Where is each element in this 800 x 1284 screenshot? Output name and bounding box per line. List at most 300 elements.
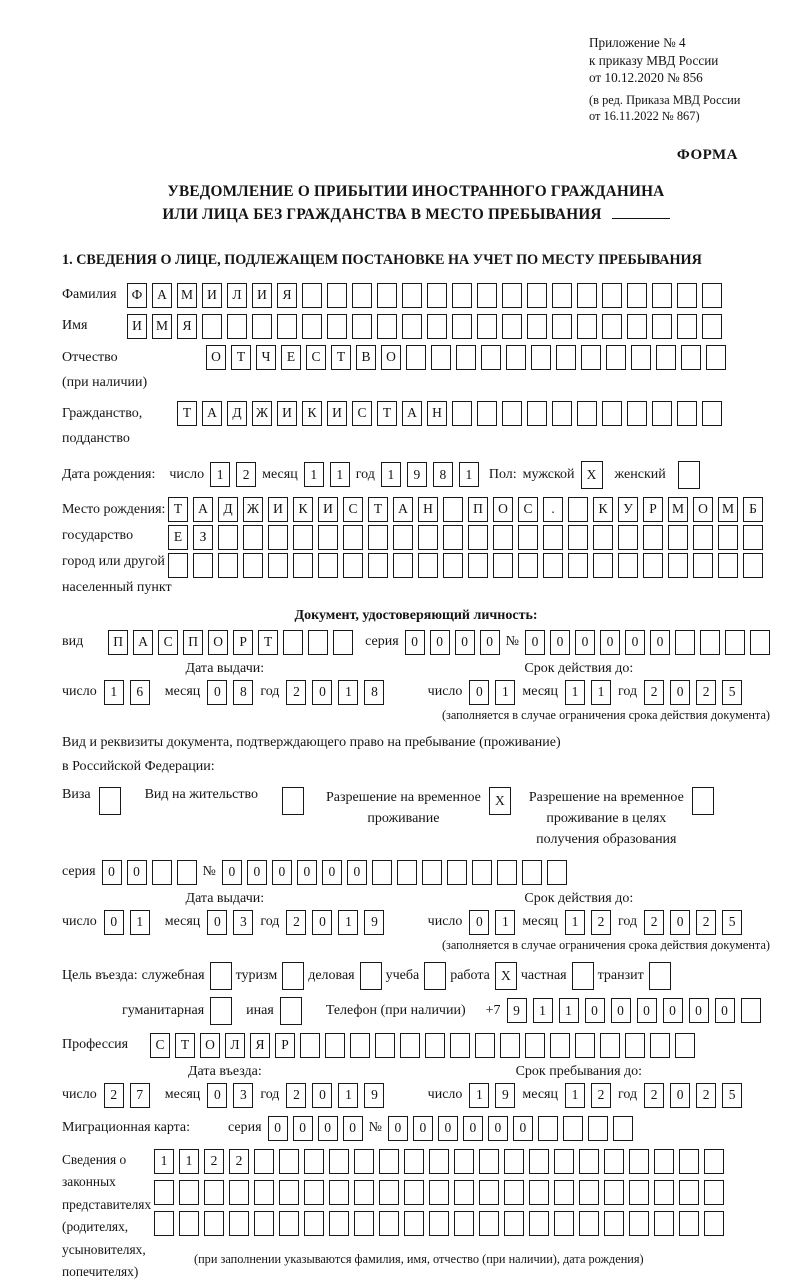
- temp-residence-edu-checkbox[interactable]: [692, 787, 714, 815]
- char-box[interactable]: 8: [233, 680, 253, 705]
- char-box[interactable]: [543, 525, 563, 550]
- residence-permit-checkbox[interactable]: [282, 787, 304, 815]
- char-box[interactable]: З: [193, 525, 213, 550]
- char-box[interactable]: [656, 345, 676, 370]
- char-box[interactable]: [704, 1211, 724, 1236]
- char-box[interactable]: 1: [330, 462, 350, 487]
- char-box[interactable]: А: [393, 497, 413, 522]
- char-box[interactable]: С: [158, 630, 178, 655]
- char-box[interactable]: [518, 525, 538, 550]
- char-box[interactable]: 0: [207, 1083, 227, 1108]
- char-box[interactable]: 1: [495, 910, 515, 935]
- char-box[interactable]: [404, 1149, 424, 1174]
- char-box[interactable]: В: [356, 345, 376, 370]
- char-box[interactable]: [652, 401, 672, 426]
- char-box[interactable]: 0: [247, 860, 267, 885]
- char-box[interactable]: [329, 1211, 349, 1236]
- char-box[interactable]: 9: [364, 910, 384, 935]
- char-box[interactable]: [604, 1180, 624, 1205]
- char-box[interactable]: [522, 860, 542, 885]
- char-box[interactable]: [354, 1180, 374, 1205]
- char-box[interactable]: [252, 314, 272, 339]
- char-box[interactable]: Ж: [252, 401, 272, 426]
- char-box[interactable]: Т: [258, 630, 278, 655]
- char-box[interactable]: [218, 553, 238, 578]
- char-box[interactable]: [304, 1211, 324, 1236]
- char-box[interactable]: 2: [204, 1149, 224, 1174]
- char-box[interactable]: Ф: [127, 283, 147, 308]
- char-box[interactable]: 2: [104, 1083, 124, 1108]
- char-box[interactable]: [552, 283, 572, 308]
- char-box[interactable]: 0: [318, 1116, 338, 1141]
- char-box[interactable]: [202, 314, 222, 339]
- char-box[interactable]: Т: [377, 401, 397, 426]
- char-box[interactable]: [577, 314, 597, 339]
- char-box[interactable]: [329, 1149, 349, 1174]
- char-box[interactable]: [243, 525, 263, 550]
- char-box[interactable]: И: [268, 497, 288, 522]
- char-box[interactable]: [477, 314, 497, 339]
- char-box[interactable]: [368, 525, 388, 550]
- char-box[interactable]: [404, 1180, 424, 1205]
- char-box[interactable]: [293, 553, 313, 578]
- char-box[interactable]: [427, 283, 447, 308]
- char-box[interactable]: [743, 553, 763, 578]
- char-box[interactable]: [302, 314, 322, 339]
- char-box[interactable]: [300, 1033, 320, 1058]
- char-box[interactable]: 0: [670, 1083, 690, 1108]
- char-box[interactable]: 0: [715, 998, 735, 1023]
- char-box[interactable]: 1: [565, 910, 585, 935]
- char-box[interactable]: [679, 1149, 699, 1174]
- char-box[interactable]: 0: [413, 1116, 433, 1141]
- char-box[interactable]: 2: [696, 680, 716, 705]
- char-box[interactable]: [443, 497, 463, 522]
- char-box[interactable]: [654, 1211, 674, 1236]
- char-box[interactable]: А: [133, 630, 153, 655]
- char-box[interactable]: [677, 401, 697, 426]
- char-box[interactable]: Б: [743, 497, 763, 522]
- char-box[interactable]: 2: [591, 1083, 611, 1108]
- purpose-study-checkbox[interactable]: [424, 962, 446, 990]
- char-box[interactable]: 0: [650, 630, 670, 655]
- purpose-tourism-checkbox[interactable]: [282, 962, 304, 990]
- char-box[interactable]: [577, 401, 597, 426]
- purpose-business-checkbox[interactable]: [360, 962, 382, 990]
- char-box[interactable]: 0: [207, 680, 227, 705]
- char-box[interactable]: [627, 283, 647, 308]
- char-box[interactable]: [625, 1033, 645, 1058]
- char-box[interactable]: И: [327, 401, 347, 426]
- char-box[interactable]: [529, 1149, 549, 1174]
- char-box[interactable]: [404, 1211, 424, 1236]
- char-box[interactable]: [750, 630, 770, 655]
- char-box[interactable]: 1: [381, 462, 401, 487]
- char-box[interactable]: 2: [286, 680, 306, 705]
- char-box[interactable]: 1: [179, 1149, 199, 1174]
- char-box[interactable]: О: [693, 497, 713, 522]
- char-box[interactable]: 0: [322, 860, 342, 885]
- char-box[interactable]: К: [293, 497, 313, 522]
- char-box[interactable]: [604, 1211, 624, 1236]
- char-box[interactable]: [704, 1149, 724, 1174]
- char-box[interactable]: [547, 860, 567, 885]
- purpose-humanitarian-checkbox[interactable]: [210, 997, 232, 1025]
- char-box[interactable]: 0: [312, 1083, 332, 1108]
- char-box[interactable]: [279, 1180, 299, 1205]
- char-box[interactable]: [718, 553, 738, 578]
- char-box[interactable]: [525, 1033, 545, 1058]
- char-box[interactable]: 1: [565, 1083, 585, 1108]
- char-box[interactable]: 2: [286, 1083, 306, 1108]
- char-box[interactable]: Ж: [243, 497, 263, 522]
- char-box[interactable]: 3: [233, 1083, 253, 1108]
- char-box[interactable]: 0: [670, 910, 690, 935]
- char-box[interactable]: [343, 553, 363, 578]
- char-box[interactable]: [406, 345, 426, 370]
- char-box[interactable]: [327, 314, 347, 339]
- char-box[interactable]: Е: [281, 345, 301, 370]
- char-box[interactable]: [652, 314, 672, 339]
- char-box[interactable]: И: [202, 283, 222, 308]
- char-box[interactable]: [152, 860, 172, 885]
- char-box[interactable]: [227, 314, 247, 339]
- char-box[interactable]: 0: [611, 998, 631, 1023]
- char-box[interactable]: 0: [343, 1116, 363, 1141]
- char-box[interactable]: [429, 1211, 449, 1236]
- sex-female-checkbox[interactable]: [678, 461, 700, 489]
- char-box[interactable]: 0: [268, 1116, 288, 1141]
- char-box[interactable]: С: [150, 1033, 170, 1058]
- char-box[interactable]: [218, 525, 238, 550]
- purpose-other-checkbox[interactable]: [280, 997, 302, 1025]
- char-box[interactable]: [377, 314, 397, 339]
- char-box[interactable]: К: [593, 497, 613, 522]
- char-box[interactable]: [193, 553, 213, 578]
- char-box[interactable]: [531, 345, 551, 370]
- char-box[interactable]: [400, 1033, 420, 1058]
- char-box[interactable]: [602, 314, 622, 339]
- char-box[interactable]: 2: [696, 1083, 716, 1108]
- char-box[interactable]: С: [343, 497, 363, 522]
- char-box[interactable]: [502, 283, 522, 308]
- char-box[interactable]: 0: [625, 630, 645, 655]
- char-box[interactable]: 3: [233, 910, 253, 935]
- char-box[interactable]: [527, 283, 547, 308]
- char-box[interactable]: [593, 553, 613, 578]
- char-box[interactable]: [718, 525, 738, 550]
- char-box[interactable]: [418, 525, 438, 550]
- char-box[interactable]: [652, 283, 672, 308]
- char-box[interactable]: 0: [312, 910, 332, 935]
- char-box[interactable]: [379, 1149, 399, 1174]
- char-box[interactable]: [741, 998, 761, 1023]
- char-box[interactable]: [706, 345, 726, 370]
- char-box[interactable]: [454, 1211, 474, 1236]
- char-box[interactable]: [675, 630, 695, 655]
- char-box[interactable]: Н: [427, 401, 447, 426]
- char-box[interactable]: [568, 497, 588, 522]
- char-box[interactable]: А: [202, 401, 222, 426]
- char-box[interactable]: Р: [643, 497, 663, 522]
- char-box[interactable]: [204, 1211, 224, 1236]
- char-box[interactable]: [154, 1211, 174, 1236]
- char-box[interactable]: [493, 553, 513, 578]
- char-box[interactable]: [393, 553, 413, 578]
- char-box[interactable]: [454, 1149, 474, 1174]
- char-box[interactable]: [450, 1033, 470, 1058]
- char-box[interactable]: [229, 1180, 249, 1205]
- char-box[interactable]: 0: [469, 680, 489, 705]
- char-box[interactable]: 8: [364, 680, 384, 705]
- char-box[interactable]: [581, 345, 601, 370]
- char-box[interactable]: О: [381, 345, 401, 370]
- char-box[interactable]: Н: [418, 497, 438, 522]
- char-box[interactable]: [179, 1211, 199, 1236]
- char-box[interactable]: И: [252, 283, 272, 308]
- char-box[interactable]: [472, 860, 492, 885]
- char-box[interactable]: Я: [277, 283, 297, 308]
- char-box[interactable]: [333, 630, 353, 655]
- char-box[interactable]: Т: [368, 497, 388, 522]
- char-box[interactable]: [204, 1180, 224, 1205]
- char-box[interactable]: [443, 553, 463, 578]
- char-box[interactable]: 5: [722, 680, 742, 705]
- char-box[interactable]: 0: [663, 998, 683, 1023]
- char-box[interactable]: [693, 525, 713, 550]
- char-box[interactable]: [677, 314, 697, 339]
- char-box[interactable]: [627, 401, 647, 426]
- char-box[interactable]: [554, 1149, 574, 1174]
- char-box[interactable]: 1: [130, 910, 150, 935]
- char-box[interactable]: 9: [364, 1083, 384, 1108]
- char-box[interactable]: Д: [218, 497, 238, 522]
- char-box[interactable]: [618, 525, 638, 550]
- char-box[interactable]: Р: [233, 630, 253, 655]
- char-box[interactable]: 1: [495, 680, 515, 705]
- char-box[interactable]: [343, 525, 363, 550]
- char-box[interactable]: [177, 860, 197, 885]
- char-box[interactable]: [654, 1180, 674, 1205]
- char-box[interactable]: [352, 314, 372, 339]
- char-box[interactable]: М: [668, 497, 688, 522]
- char-box[interactable]: [379, 1211, 399, 1236]
- char-box[interactable]: [452, 401, 472, 426]
- char-box[interactable]: 0: [585, 998, 605, 1023]
- char-box[interactable]: [552, 401, 572, 426]
- char-box[interactable]: [268, 553, 288, 578]
- char-box[interactable]: [702, 283, 722, 308]
- char-box[interactable]: 1: [210, 462, 230, 487]
- char-box[interactable]: 0: [347, 860, 367, 885]
- char-box[interactable]: [504, 1149, 524, 1174]
- char-box[interactable]: П: [183, 630, 203, 655]
- char-box[interactable]: 0: [637, 998, 657, 1023]
- char-box[interactable]: М: [718, 497, 738, 522]
- char-box[interactable]: [563, 1116, 583, 1141]
- char-box[interactable]: [268, 525, 288, 550]
- char-box[interactable]: [431, 345, 451, 370]
- char-box[interactable]: [543, 553, 563, 578]
- char-box[interactable]: С: [352, 401, 372, 426]
- char-box[interactable]: [613, 1116, 633, 1141]
- char-box[interactable]: [154, 1180, 174, 1205]
- char-box[interactable]: [668, 525, 688, 550]
- char-box[interactable]: А: [402, 401, 422, 426]
- char-box[interactable]: [631, 345, 651, 370]
- char-box[interactable]: [579, 1211, 599, 1236]
- char-box[interactable]: Р: [275, 1033, 295, 1058]
- char-box[interactable]: [479, 1149, 499, 1174]
- temp-residence-checkbox[interactable]: X: [489, 787, 511, 815]
- char-box[interactable]: М: [152, 314, 172, 339]
- char-box[interactable]: 2: [696, 910, 716, 935]
- char-box[interactable]: 0: [272, 860, 292, 885]
- char-box[interactable]: О: [200, 1033, 220, 1058]
- char-box[interactable]: [577, 283, 597, 308]
- char-box[interactable]: И: [277, 401, 297, 426]
- char-box[interactable]: О: [493, 497, 513, 522]
- char-box[interactable]: [704, 1180, 724, 1205]
- char-box[interactable]: 1: [469, 1083, 489, 1108]
- char-box[interactable]: [602, 283, 622, 308]
- char-box[interactable]: [293, 525, 313, 550]
- char-box[interactable]: [527, 314, 547, 339]
- char-box[interactable]: [575, 1033, 595, 1058]
- char-box[interactable]: [700, 630, 720, 655]
- char-box[interactable]: [556, 345, 576, 370]
- char-box[interactable]: [604, 1149, 624, 1174]
- char-box[interactable]: 1: [565, 680, 585, 705]
- char-box[interactable]: [504, 1180, 524, 1205]
- char-box[interactable]: [654, 1149, 674, 1174]
- char-box[interactable]: [375, 1033, 395, 1058]
- char-box[interactable]: [725, 630, 745, 655]
- char-box[interactable]: [527, 401, 547, 426]
- char-box[interactable]: 0: [670, 680, 690, 705]
- char-box[interactable]: [279, 1211, 299, 1236]
- char-box[interactable]: [677, 283, 697, 308]
- char-box[interactable]: 0: [222, 860, 242, 885]
- char-box[interactable]: [454, 1180, 474, 1205]
- char-box[interactable]: [643, 525, 663, 550]
- char-box[interactable]: 0: [127, 860, 147, 885]
- char-box[interactable]: 0: [525, 630, 545, 655]
- char-box[interactable]: 0: [312, 680, 332, 705]
- char-box[interactable]: И: [318, 497, 338, 522]
- char-box[interactable]: [554, 1180, 574, 1205]
- char-box[interactable]: 0: [438, 1116, 458, 1141]
- char-box[interactable]: [425, 1033, 445, 1058]
- char-box[interactable]: 8: [433, 462, 453, 487]
- char-box[interactable]: [668, 553, 688, 578]
- char-box[interactable]: [629, 1180, 649, 1205]
- char-box[interactable]: [468, 525, 488, 550]
- char-box[interactable]: Л: [225, 1033, 245, 1058]
- char-box[interactable]: [606, 345, 626, 370]
- char-box[interactable]: [629, 1211, 649, 1236]
- char-box[interactable]: 0: [293, 1116, 313, 1141]
- char-box[interactable]: [229, 1211, 249, 1236]
- char-box[interactable]: [277, 314, 297, 339]
- char-box[interactable]: 1: [559, 998, 579, 1023]
- char-box[interactable]: [179, 1180, 199, 1205]
- char-box[interactable]: 0: [488, 1116, 508, 1141]
- char-box[interactable]: Е: [168, 525, 188, 550]
- char-box[interactable]: Т: [231, 345, 251, 370]
- char-box[interactable]: Т: [168, 497, 188, 522]
- purpose-transit-checkbox[interactable]: [649, 962, 671, 990]
- char-box[interactable]: [329, 1180, 349, 1205]
- char-box[interactable]: [318, 553, 338, 578]
- char-box[interactable]: 5: [722, 1083, 742, 1108]
- char-box[interactable]: [679, 1180, 699, 1205]
- char-box[interactable]: [627, 314, 647, 339]
- char-box[interactable]: [643, 553, 663, 578]
- visa-checkbox[interactable]: [99, 787, 121, 815]
- char-box[interactable]: [743, 525, 763, 550]
- char-box[interactable]: [168, 553, 188, 578]
- char-box[interactable]: [579, 1149, 599, 1174]
- char-box[interactable]: С: [518, 497, 538, 522]
- char-box[interactable]: [393, 525, 413, 550]
- char-box[interactable]: 1: [104, 680, 124, 705]
- char-box[interactable]: 1: [533, 998, 553, 1023]
- char-box[interactable]: 0: [405, 630, 425, 655]
- char-box[interactable]: [254, 1180, 274, 1205]
- char-box[interactable]: [554, 1211, 574, 1236]
- char-box[interactable]: [675, 1033, 695, 1058]
- char-box[interactable]: [529, 1211, 549, 1236]
- char-box[interactable]: У: [618, 497, 638, 522]
- char-box[interactable]: [693, 553, 713, 578]
- char-box[interactable]: 0: [689, 998, 709, 1023]
- char-box[interactable]: [402, 283, 422, 308]
- char-box[interactable]: [308, 630, 328, 655]
- char-box[interactable]: Т: [177, 401, 197, 426]
- char-box[interactable]: [593, 525, 613, 550]
- char-box[interactable]: [629, 1149, 649, 1174]
- char-box[interactable]: [418, 553, 438, 578]
- char-box[interactable]: [352, 283, 372, 308]
- char-box[interactable]: 2: [644, 1083, 664, 1108]
- char-box[interactable]: [702, 314, 722, 339]
- char-box[interactable]: А: [193, 497, 213, 522]
- char-box[interactable]: [479, 1180, 499, 1205]
- sex-male-checkbox[interactable]: X: [581, 461, 603, 489]
- char-box[interactable]: [579, 1180, 599, 1205]
- char-box[interactable]: Л: [227, 283, 247, 308]
- char-box[interactable]: [538, 1116, 558, 1141]
- char-box[interactable]: 0: [297, 860, 317, 885]
- char-box[interactable]: [279, 1149, 299, 1174]
- char-box[interactable]: [600, 1033, 620, 1058]
- char-box[interactable]: 0: [104, 910, 124, 935]
- char-box[interactable]: [327, 283, 347, 308]
- char-box[interactable]: [588, 1116, 608, 1141]
- char-box[interactable]: [354, 1211, 374, 1236]
- char-box[interactable]: [397, 860, 417, 885]
- char-box[interactable]: [552, 314, 572, 339]
- char-box[interactable]: 9: [495, 1083, 515, 1108]
- char-box[interactable]: [650, 1033, 670, 1058]
- char-box[interactable]: 1: [338, 680, 358, 705]
- char-box[interactable]: 1: [591, 680, 611, 705]
- char-box[interactable]: [379, 1180, 399, 1205]
- char-box[interactable]: [529, 1180, 549, 1205]
- char-box[interactable]: Я: [177, 314, 197, 339]
- char-box[interactable]: [518, 553, 538, 578]
